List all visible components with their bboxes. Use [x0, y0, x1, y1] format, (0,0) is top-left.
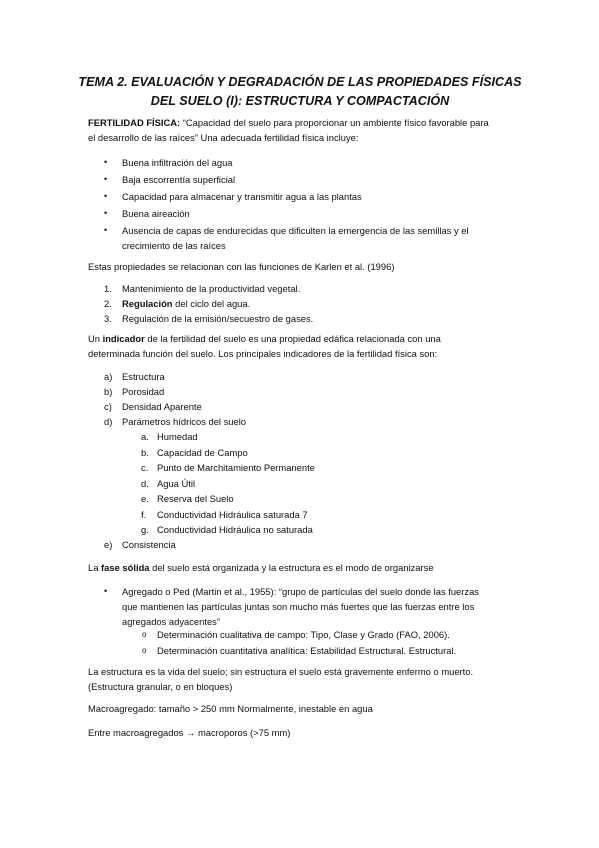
list-letter: f. [141, 508, 147, 520]
list-item [88, 223, 528, 253]
list-item-text: Conductividad Hidráulica no saturada [157, 524, 313, 535]
page-title [60, 73, 540, 111]
bullet-icon: • [104, 174, 108, 184]
hydric-parameters-list [88, 429, 528, 538]
list-item [88, 507, 528, 523]
list-item-text: Capacidad de Campo [157, 446, 248, 458]
structure-life-paragraph [88, 664, 528, 694]
structure-life-text-1: La estructura es la vida del suelo; sin estructura el suelo está gravemente enfermo o muerto. [88, 666, 474, 677]
list-item-text: Conductividad Hidráulica saturada 7 [157, 508, 308, 520]
indicators-list-continued [88, 537, 528, 552]
list-letter: d) [104, 416, 113, 427]
list-letter: e. [141, 493, 149, 504]
fertility-list [88, 155, 528, 253]
list-item-text: Reserva del Suelo [157, 493, 234, 504]
list-item-text: Porosidad [122, 386, 165, 397]
list-item [88, 399, 528, 414]
aggregate-text-2: que mantienen las partículas juntas son mucho más fuertes que las fuerzas entre los [122, 601, 475, 612]
list-item-text-continued: crecimiento de las raíces [122, 240, 226, 251]
list-number: 1. [104, 283, 112, 294]
list-item-text: del ciclo del agua. [172, 298, 251, 309]
list-item-text: Regulación de la emisión/secuestro de gases. [122, 313, 314, 324]
list-number: 3. [104, 313, 112, 324]
list-letter: b) [104, 386, 113, 397]
aggregate-text-1: Agregado o Ped (Martin et al., 1955): “grupo de partículas del suelo donde las fuerzas [122, 586, 479, 597]
list-item-text: Agua Útil [157, 477, 196, 489]
list-item-text: Mantenimiento de la productividad vegetal. [122, 283, 301, 294]
list-letter: b. [141, 446, 149, 458]
list-item [88, 414, 528, 429]
aggregate-text-3: agregados adyacentes” [122, 616, 220, 627]
bullet-icon: • [104, 586, 108, 596]
list-item-text: Densidad Aparente [122, 401, 202, 412]
bullet-icon: • [104, 208, 108, 218]
fertility-definition [88, 115, 528, 145]
list-item [88, 476, 528, 492]
list-item-text: Determinación cualitativa de campo: Tipo, Clase y Grado (FAO, 2006). [157, 629, 450, 640]
list-item [88, 584, 528, 629]
circle-bullet-icon: o [142, 630, 147, 639]
list-item [88, 445, 528, 461]
list-letter: a. [141, 431, 149, 442]
macropores-paragraph: Entre macroagregados → macroporos (>75 mm) [88, 727, 291, 738]
indicator-paragraph: Un indicador de la fertilidad del suelo es una propiedad edáfica relacionada con una determinada función del suelo. Los principales indicadores de la fertilidad física son: [88, 333, 441, 359]
macroaggregate-paragraph: Macroagregado: tamaño > 250 mm Normalmente, inestable en agua [88, 703, 373, 714]
list-item [88, 627, 528, 643]
list-item [88, 172, 528, 187]
determination-list [88, 627, 528, 659]
bullet-icon: • [104, 157, 108, 167]
aggregate-list [88, 584, 528, 629]
list-item [88, 491, 528, 507]
karlen-paragraph: Estas propiedades se relacionan con las funciones de Karlen et al. (1996) [88, 261, 395, 272]
list-letter: d. [141, 477, 149, 489]
list-item-text: Determinación cuantitativa analítica: Estabilidad Estructural. Estructural. [157, 645, 457, 656]
list-item-text: Baja escorrentía superficial [122, 174, 236, 185]
fertility-text-1: “Capacidad del suelo para proporcionar un ambiente físico favorable para [180, 117, 489, 128]
bullet-icon: • [104, 191, 108, 201]
list-item [88, 384, 528, 399]
list-letter: g. [141, 524, 149, 535]
list-letter: c) [104, 401, 112, 412]
list-letter: e) [104, 539, 113, 550]
title-line-2: DEL SUELO (I): ESTRUCTURA Y COMPACTACIÓN [150, 94, 450, 108]
list-item-text: Punto de Marchitamiento Permanente [157, 462, 315, 473]
list-item [88, 281, 528, 296]
bullet-icon: • [104, 225, 108, 235]
list-item-text: Buena infiltración del agua [122, 157, 233, 168]
circle-bullet-icon: o [142, 646, 147, 655]
fertility-text-2: el desarrollo de las raíces” Una adecuada fertilidad física incluye: [88, 132, 359, 143]
indicator-text-2: determinada función del suelo. Los principales indicadores de la fertilidad física son: [88, 348, 438, 359]
list-item-text: Estructura [122, 371, 165, 382]
list-item [88, 537, 528, 552]
indicators-list [88, 369, 528, 429]
structure-life-text-2: (Estructura granular, o en bloques) [88, 681, 233, 692]
list-item-text: Parámetros hídricos del suelo [122, 416, 247, 427]
list-item-text: Consistencia [122, 539, 176, 550]
list-item [88, 429, 528, 445]
title-line-1: TEMA 2. EVALUACIÓN Y DEGRADACIÓN DE LAS PROPIEDADES FÍSICAS [78, 75, 522, 89]
indicator-text-1: de la fertilidad del suelo es una propiedad edáfica relacionada con una [144, 333, 441, 344]
list-item-text: Buena aireación [122, 208, 190, 219]
solid-phase-bold: fase sólida [101, 562, 150, 573]
list-item-text: Capacidad para almacenar y transmitir agua a las plantas [122, 191, 362, 202]
list-item [88, 369, 528, 384]
indicator-bold: indicador [102, 333, 145, 344]
list-item [88, 460, 528, 476]
list-number: 2. [104, 298, 112, 309]
list-item-bold: Regulación [122, 298, 173, 309]
list-letter: a) [104, 371, 113, 382]
functions-list [88, 281, 528, 326]
list-item [88, 643, 528, 659]
list-item [88, 296, 528, 311]
list-item-text: Ausencia de capas de endurecidas que dificulten la emergencia de las semillas y el [122, 225, 469, 236]
solid-phase-text: del suelo está organizada y la estructura es el modo de organizarse [149, 562, 434, 573]
list-item [88, 189, 528, 204]
list-item [88, 311, 528, 326]
list-letter: c. [141, 462, 149, 473]
list-item [88, 155, 528, 170]
list-item [88, 206, 528, 221]
list-item [88, 522, 528, 538]
list-item-text: Humedad [157, 431, 198, 442]
fertility-label: FERTILIDAD FÍSICA: [88, 117, 181, 128]
solid-phase-paragraph: La fase sólida del suelo está organizada y la estructura es el modo de organizarse [88, 562, 434, 573]
